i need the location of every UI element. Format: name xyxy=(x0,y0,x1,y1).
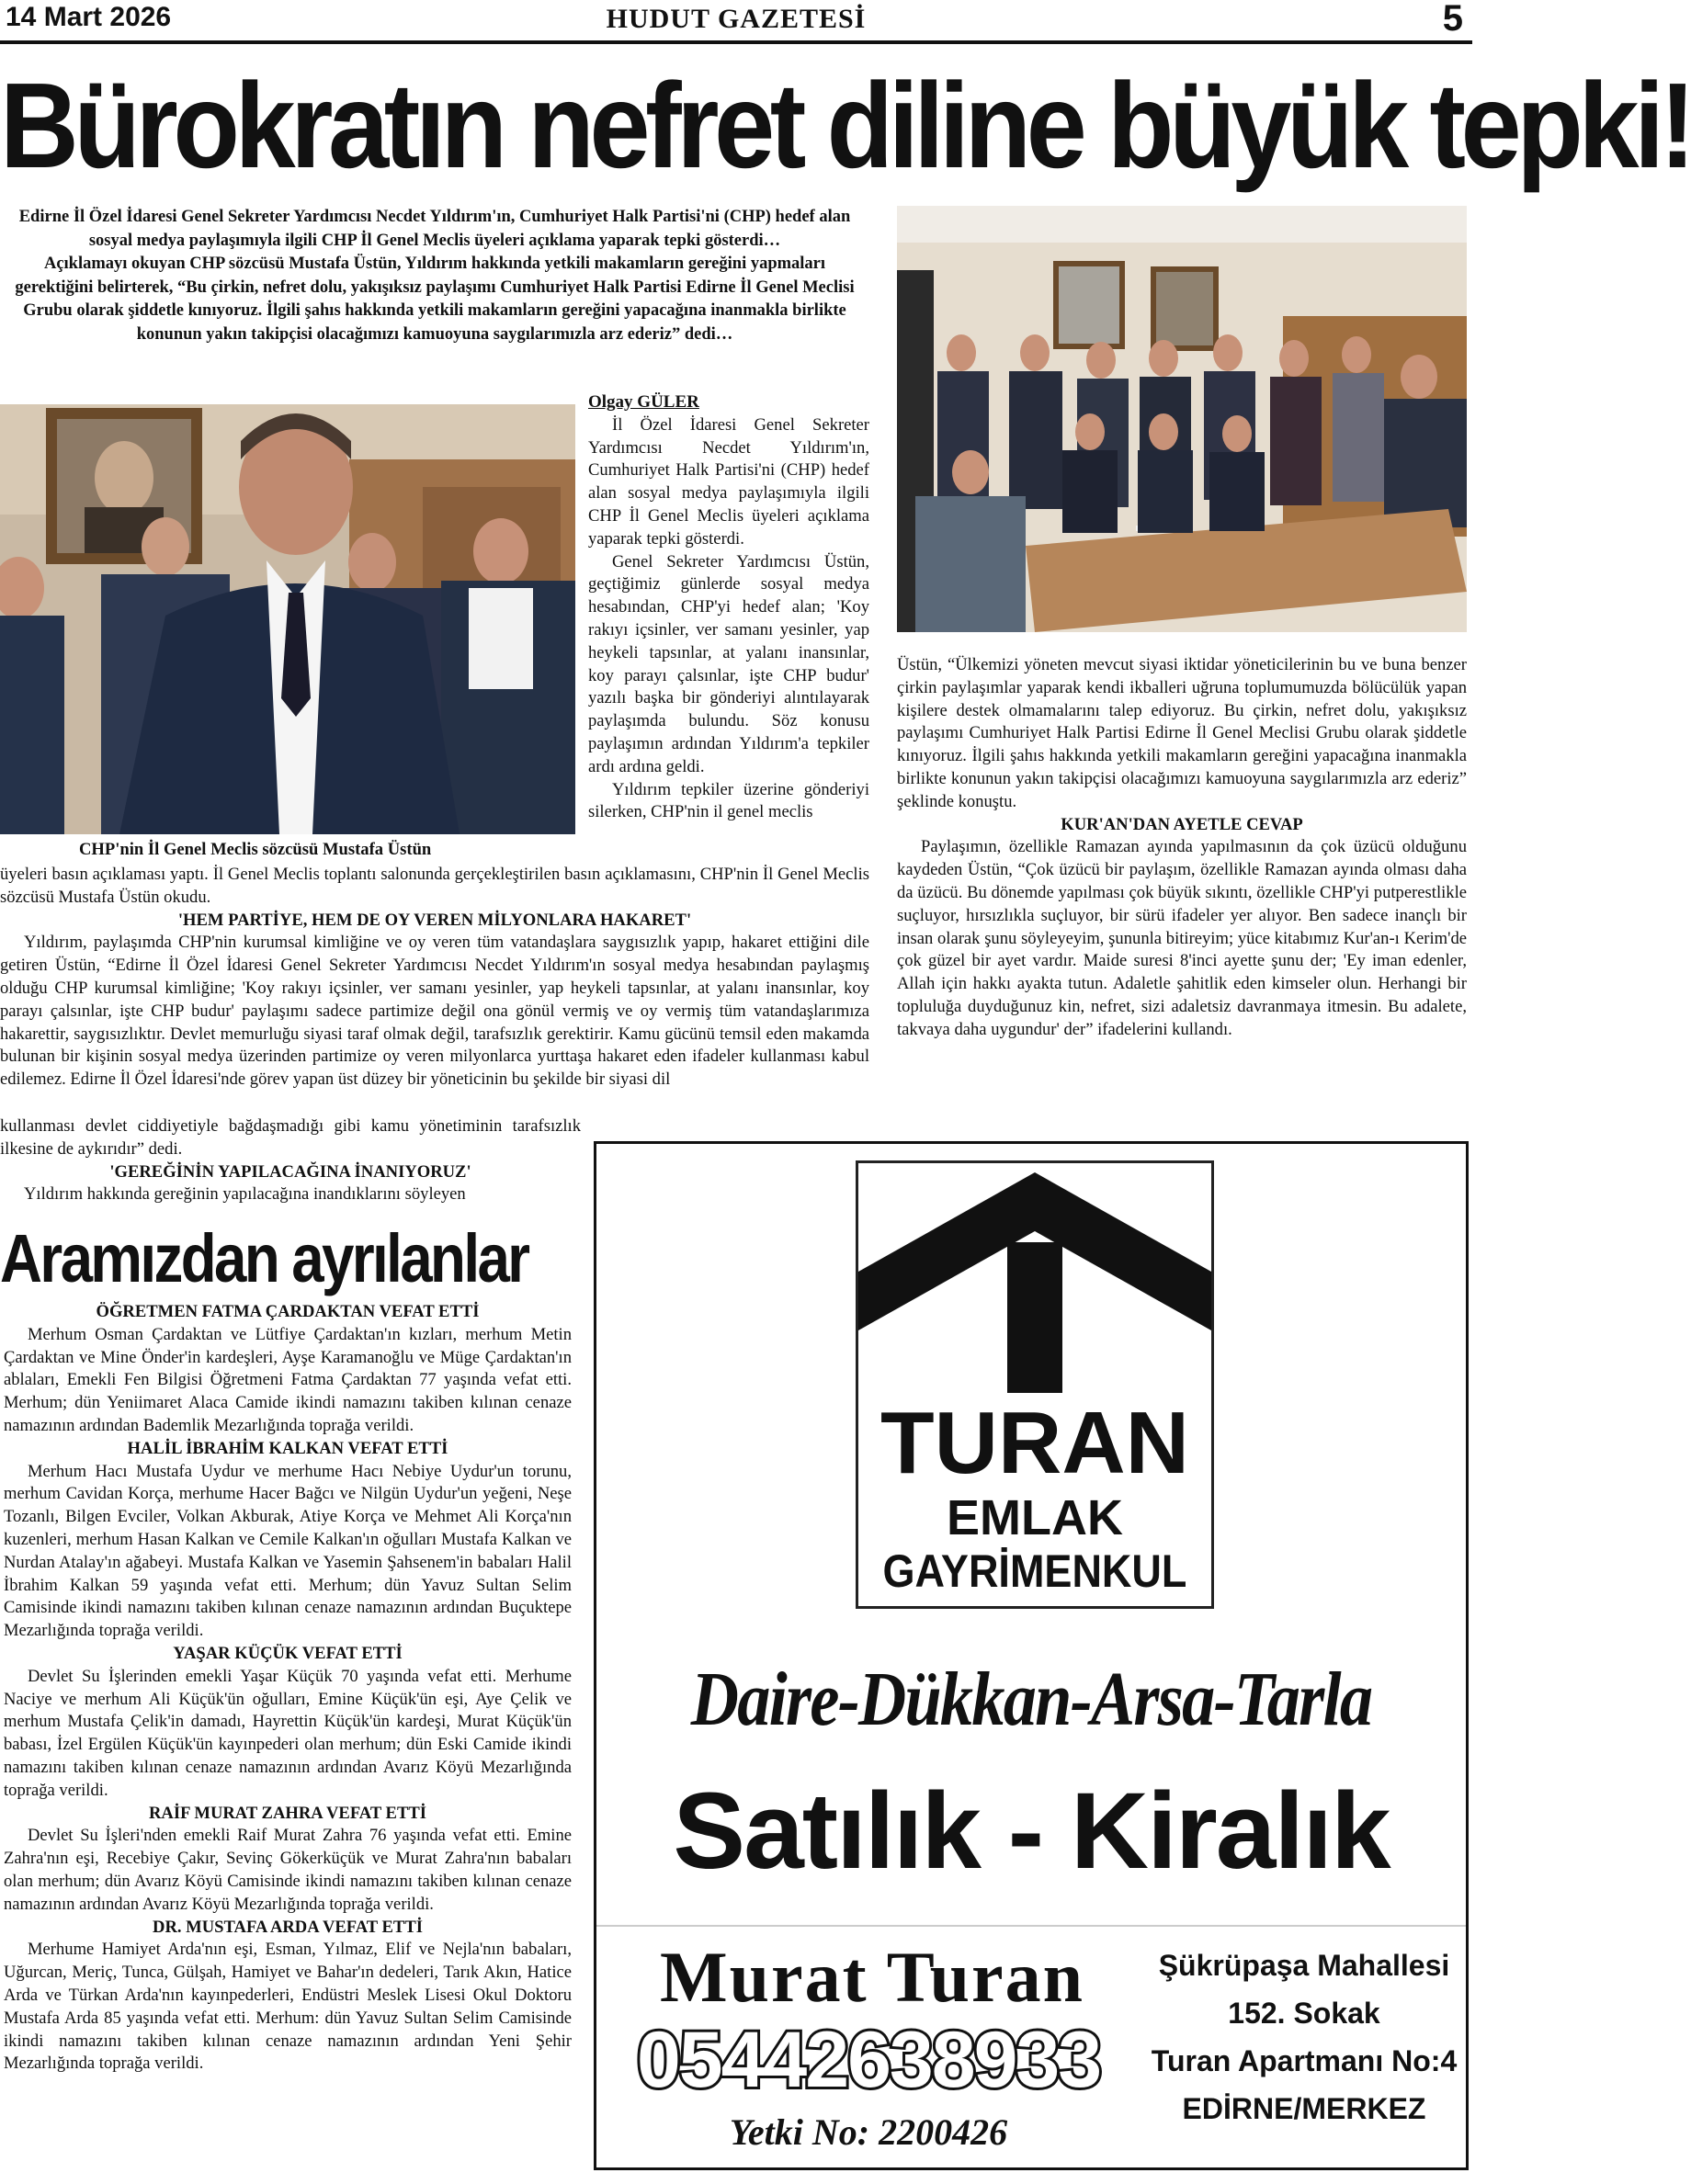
body-paragraph-8: Üstün, “Ülkemizi yöneten mevcut siyasi iktidar yöneticilerinin bu ve buna benzer çirkin paylaşımlar yaparak kendi ikballeri uğruna toplumumuzda bölücülük yapan kişilere destek olmamalarını talep ediyoruz. Bu çirkin, nefret dolu, yakışıksız paylaşımı Cumhuriyet Halk Partisi Edirne İl Genel Meclisi Grubu olarak şiddetle kınıyoruz. İlgili şahıs hakkında yetkili makamların gereğini yapacağına inanmakla birlikte konunun yakın takipçisi olacağımızı kamuoyuna saygılarımızla arz ederiz” şeklinde konuştu. xyxy=(897,655,1467,811)
body-paragraph-2: Genel Sekreter Yardımcısı Üstün, geçtiğimiz günlerde sosyal medya hesabından, CHP'yi hedef alan; 'Koy rakıyı içsinler, ver samanı yesinler, yap heykeli tapsınlar, at yalanı inansınlar, koy parayı çalsınlar, işte CHP budur' yazılı başka bir gönderiyi alıntılayarak paylaşımda bulundu. Söz konusu paylaşımın ardından Yıldırım'a tepkiler ardı ardına geldi. xyxy=(588,551,869,776)
article-lead xyxy=(7,206,862,347)
body-paragraph-7: Yıldırım hakkında gereğinin yapılacağına inandıklarını söyleyen xyxy=(24,1184,466,1205)
real-estate-ad xyxy=(594,1141,1469,2170)
obit-title: HALİL İBRAHİM KALKAN VEFAT ETTİ xyxy=(127,1438,448,1458)
roof-icon xyxy=(858,1163,1211,1393)
obit-text: Devlet Su İşlerinden emekli Yaşar Küçük 70 yaşında vefat etti. Merhume Naciye ve merhum Ali Küçük'ün oğulları, Emine Küçük'ün eşi, Aye Çelik ve merhum Mustafa Çelik'in damadı, Hayrettin Küçük'ün kardeşi, Murat Küçük'ün babası, İzel Ergülen Küçük'ün kayınpederi olan merhum; dün Eski Camide ikindi namazını takiben kılınan cenaze namazının ardından Avarız Köyü Mezarlığında toprağa verildi. xyxy=(4,1666,572,1800)
body-paragraph-1: İl Özel İdaresi Genel Sekreter Yardımcısı Necdet Yıldırım'ın, Cumhuriyet Halk Partisi'ni (CHP) hedef alan sosyal medya paylaşımıyla ilgili CHP İl Genel Meclis üyeleri açıklama yaparak tepki gösterdi. xyxy=(588,414,869,549)
newspaper-name: HUDUT GAZETESİ xyxy=(606,4,867,34)
byline: Olgay GÜLER xyxy=(588,392,699,412)
speaker-photo xyxy=(0,404,575,834)
turan-logo xyxy=(856,1160,1214,1609)
wide-body xyxy=(0,864,869,1092)
address-line: EDİRNE/MERKEZ xyxy=(1182,2092,1426,2125)
body-paragraph-3: Yıldırım tepkiler üzerine gönderiyi silerken, CHP'nin il genel meclis xyxy=(588,779,869,822)
page-number: 5 xyxy=(1442,0,1463,39)
lead-paragraph-2: Açıklamayı okuyan CHP sözcüsü Mustafa Üstün, Yıldırım hakkında yetkili makamların gereğini yapmaları gerektiğini belirterek, “Bu çirkin, nefret dolu, yakışıksız paylaşımı Cumhuriyet Halk Partisi Edirne İl Genel Meclisi Grubu olarak şiddetle kınıyoruz. İlgili şahıs hakkında yetkili makamların gereğini yapacağına inanmakla birlikte konunun yakın takipçisi olacağımızı kamuoyuna saygılarımızla arz ederiz” dedi… xyxy=(15,255,855,344)
body-paragraph-4: üyeleri basın açıklaması yaptı. İl Genel Meclis toplantı salonunda gerçekleştirilen basın açıklamasını, CHP'nin İl Genel Meclis sözcüsü Mustafa Üstün okudu. xyxy=(0,865,869,907)
obit-title: DR. MUSTAFA ARDA VEFAT ETTİ xyxy=(153,1917,423,1937)
body-paragraph-9: Paylaşımın, özellikle Ramazan ayında yapılmasının da çok üzücü olduğunu kaydeden Üstün, “Çok üzücü bir paylaşım, özellikle Ramazan ayında olması daha da üzücü. Bu dönemde yapılması çok büyük sıkıntı, özellikle CHP'yi putperestlikle suçluyor, hırsızlıkla suçluyor, bir sürü ifadeler yer alıyor. Ben sadece inançlı bir insan olarak şunu söyleyeyim, şununla bitireyim; yüce kitabımız Kur'an-ı Kerim'de çok güzel bir ayet vardır. Maide suresi 8'inci ayette şunu der; 'Ey iman edenler, Allah için hakkı ayakta tutun. Adaletle şahitlik eden kimseler olun. Herhangi bir topluluğa duyduğunuz kin, nefret, sizi adaletsiz davranmaya itmesin. Bu adalete, takvaya daha uygundur' der” ifadelerini kullandı. xyxy=(897,837,1467,1039)
narrow-body xyxy=(0,1115,581,1206)
obituaries-list xyxy=(4,1301,572,2076)
column-beside-photo xyxy=(588,391,869,824)
obit-text: Merhume Hamiyet Arda'nın eşi, Esman, Yılmaz, Elif ve Nejla'nın babaları, Uğurcan, Meriç, Tunca, Gülşah, Hamiyet ve Bahar'ın dedeleri, Tarık Akın, Hatice Arda ve Türkan Arda'nın kayınpederleri, Endüstri Meslek Lisesi Okul Doktoru Mustafa Arda 85 yaşında vefat etti. Merhum: dün Yavuz Sultan Selim Camisinde ikindi namazını takiben kılınan cenaze namazının ardından Yeni Şehir Mezarlığında toprağa verildi. xyxy=(4,1940,572,2074)
header-rule xyxy=(0,40,1472,44)
body-paragraph-6: kullanması devlet ciddiyetiyle bağdaşmadığı gibi kamu yönetiminin tarafsızlık ilkesine de aykırıdır” dedi. xyxy=(0,1116,581,1159)
agent-phone: 05442638933 xyxy=(636,2016,1101,2104)
ad-offer: Satılık - Kiralık xyxy=(673,1771,1390,1892)
subheading-trust: 'GEREĞİNİN YAPILACAĞINA İNANIYORUZ' xyxy=(109,1161,471,1182)
obit-text: Merhum Osman Çardaktan ve Lütfiye Çardaktan'ın kızları, merhum Metin Çardaktan ve Mine Önder'in kardeşleri, Ayşe Karamanoğlu ve Müge Çardaktan'ın ablaları, Emekli Fen Bilgisi Öğretmeni Fatma Çardaktan 77 yaşında vefat etti. Merhum; dün Yeniimaret Alaca Camide ikindi namazını takiben kılınan cenaze namazının ardından Bademlik Mezarlığında toprağa verildi. xyxy=(4,1324,572,1435)
obit-title: RAİF MURAT ZAHRA VEFAT ETTİ xyxy=(148,1803,427,1823)
address-line: Turan Apartmanı No:4 xyxy=(1151,2044,1458,2077)
obituaries-heading: Aramızdan ayrılanlar xyxy=(0,1220,528,1296)
logo-brand: TURAN xyxy=(880,1394,1189,1492)
address-line: Şükrüpaşa Mahallesi xyxy=(1158,1949,1450,1982)
ad-contact xyxy=(596,1925,1466,2167)
obit-text: Devlet Su İşleri'nden emekli Raif Murat Zahra 76 yaşında vefat etti. Emine Zahra'nın eşi, Recebiye Çakır, Sevinç Gökerküçük ve Murat Zahra'nın babaları olan merhum; dün Avarız Köyü Camisinde ikindi namazını takiben kılınan cenaze namazının ardından Avarız Köyü Mezarlığında toprağa verildi. xyxy=(4,1826,572,1914)
address-line: 152. Sokak xyxy=(1228,1997,1380,2030)
logo-emlak: EMLAK xyxy=(947,1490,1123,1545)
agent-name: Murat Turan xyxy=(660,1937,1084,2017)
lead-paragraph-1: Edirne İl Özel İdaresi Genel Sekreter Yardımcısı Necdet Yıldırım'ın, Cumhuriyet Halk Partisi'ni (CHP) hedef alan sosyal medya paylaşımıyla ilgili CHP İl Genel Meclis üyeleri açıklama yaparak tepki gösterdi… xyxy=(18,208,851,250)
license-number: Yetki No: 2200426 xyxy=(729,2111,1008,2153)
obit-title: ÖĞRETMEN FATMA ÇARDAKTAN VEFAT ETTİ xyxy=(96,1302,480,1321)
subheading-insult: 'HEM PARTİYE, HEM DE OY VEREN MİLYONLARA HAKARET' xyxy=(177,910,692,930)
issue-date: 14 Mart 2026 xyxy=(6,2,172,32)
ad-slogan: Daire-Dükkan-Arsa-Tarla xyxy=(690,1657,1372,1742)
logo-gayrimenkul: GAYRİMENKUL xyxy=(882,1545,1187,1597)
obit-title: YAŞAR KÜÇÜK VEFAT ETTİ xyxy=(173,1643,403,1663)
right-column xyxy=(897,654,1467,1042)
meeting-photo xyxy=(897,206,1467,632)
photo-caption: CHP'nin İl Genel Meclis sözcüsü Mustafa Üstün xyxy=(79,840,432,859)
body-paragraph-5: Yıldırım, paylaşımda CHP'nin kurumsal kimliğine ve oy veren tüm vatandaşlara saygısızlık yapıp, hakaret ettiğini dile getiren Üstün, “Edirne İl Özel İdaresi Genel Sekreter Yardımcısı Necdet Yıldırım'ın sosyal medya hesabından paylaşmış olduğu CHP kurumsal kimliğine; 'Koy rakıyı içsinler, ver samanı yesinler, yap heykeli tapsınlar, at yalanı inansınlar, koy parayı çalsınlar, işte CHP budur' paylaşımı sadece partimize değil ona gönül vermiş ve oy vermiş tüm vatandaşlarımıza hakarettir, saygısızlıktır. Devlet memurluğu siyasi taraf olmak değil, tarafsızlık gerektirir. Kamu gücünü temsil eden makamda bulunan bir kişinin sosyal medya üzerinden partimize oy veren milyonlarca yurttaşa hakaret eden ifadeler kullanması kabul edilemez. Edirne İl Özel İdaresi'nde görev yapan üst düzey bir yöneticinin bu şekilde bir siyasi dil xyxy=(0,933,869,1090)
main-headline: Bürokratın nefret diline büyük tepki! xyxy=(0,58,1691,193)
subheading-quran: KUR'AN'DAN AYETLE CEVAP xyxy=(1061,814,1303,834)
obit-text: Merhum Hacı Mustafa Uydur ve merhume Hacı Nebiye Uydur'un torunu, merhum Cavidan Korça, merhume Hacer Bağcı ve Nilgün Uydur'un yeğeni, Neşe Tozanlı, Bilgen Evciler, Volkan Akburak, Atiye Korça ve Mehmet Ali Korça'nın kuzenleri, merhum Hasan Kalkan ve Cemile Kalkan'ın oğulları Mustafa Kalkan ve Nurdan Atalay'ın ağabeyi. Mustafa Kalkan ve Yasemin Şahsenem'in babaları Halil İbrahim Kalkan 59 yaşında vefat etti. Merhum; dün Yavuz Sultan Selim Camisinde ikindi namazını takiben kılınan cenaze namazının ardından Buçuktepe Mezarlığında toprağa verildi. xyxy=(4,1461,572,1641)
